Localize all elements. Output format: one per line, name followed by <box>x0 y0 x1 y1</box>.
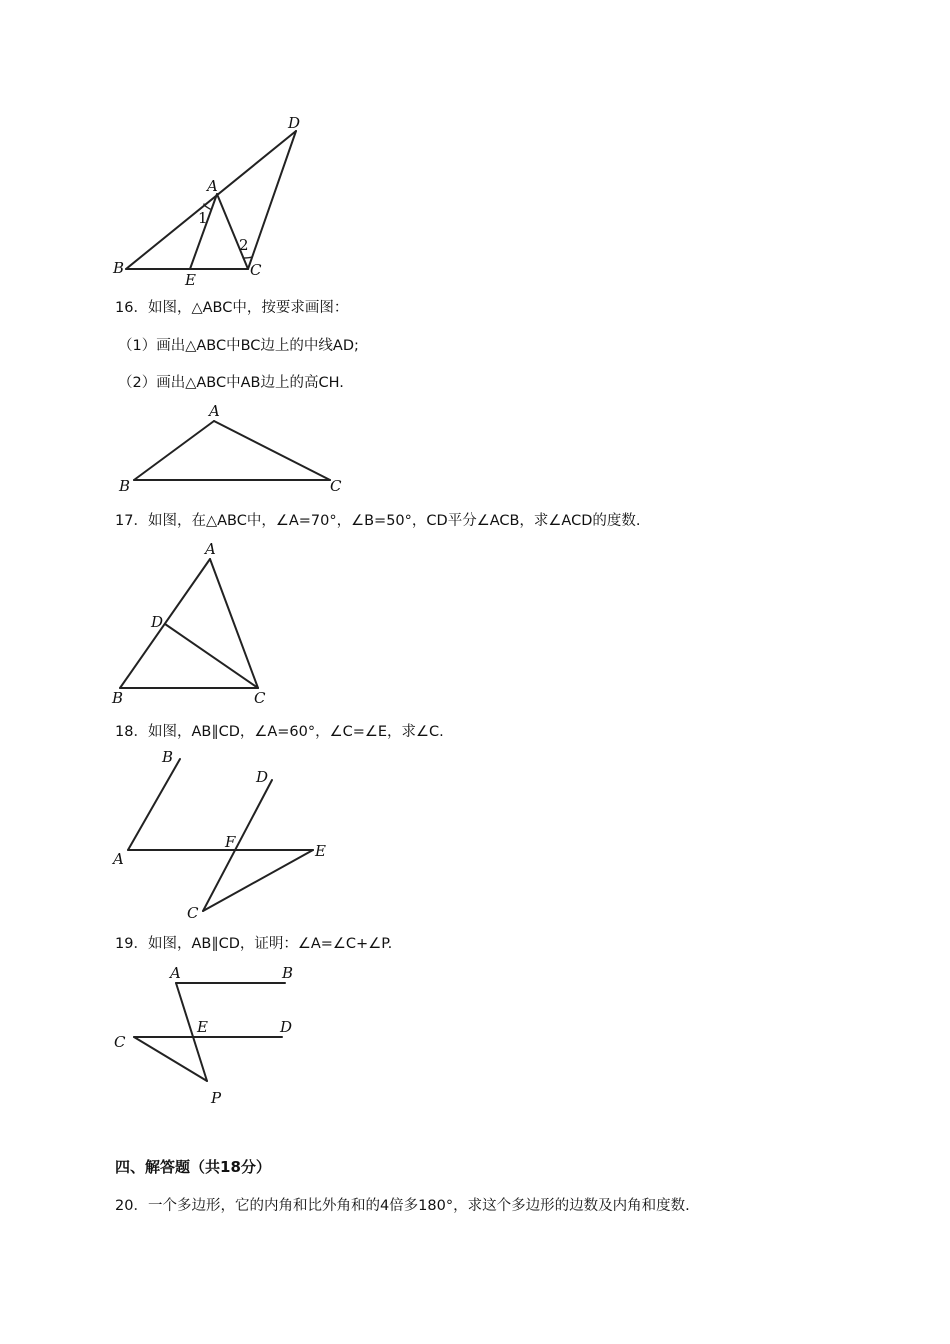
label-angle-2: 2 <box>239 236 249 254</box>
label-e: E <box>315 842 326 860</box>
label-a: A <box>207 177 218 195</box>
question-16-part-2: （2）画出△ABC中AB边上的高CH. <box>118 375 344 391</box>
question-17-text: 17．如图，在△ABC中，∠A=70°，∠B=50°，CD平分∠ACB，求∠ACD的度数. <box>115 513 641 529</box>
question-19-text: 19．如图，AB∥CD，证明：∠A=∠C+∠P. <box>115 936 393 952</box>
label-b: B <box>113 259 125 277</box>
label-f: F <box>225 833 236 851</box>
label-c: C <box>187 904 199 922</box>
figure-q16-triangle <box>112 398 352 498</box>
label-c: C <box>114 1033 126 1051</box>
label-angle-1: 1 <box>198 209 208 227</box>
label-e: E <box>185 271 196 289</box>
question-20-text: 20．一个多边形，它的内角和比外角和的4倍多180°，求这个多边形的边数及内角和度数. <box>115 1198 690 1214</box>
label-b: B <box>282 964 294 982</box>
segment-ac <box>210 559 258 688</box>
label-c: C <box>250 261 262 279</box>
label-d: D <box>280 1018 293 1036</box>
question-18-text: 18．如图，AB∥CD，∠A=60°，∠C=∠E，求∠C. <box>115 724 444 740</box>
segment-bd <box>126 131 296 269</box>
figure-q19-parallel-lines <box>108 960 318 1110</box>
label-a: A <box>113 850 124 868</box>
label-a: A <box>209 402 220 420</box>
section-4-heading: 四、解答题（共18分） <box>115 1158 271 1176</box>
label-b: B <box>112 689 124 707</box>
segment-ac <box>214 421 330 480</box>
figure-q17-triangle <box>108 537 278 709</box>
label-a: A <box>205 540 216 558</box>
label-d: D <box>256 768 269 786</box>
label-d: D <box>288 114 301 132</box>
label-c: C <box>254 689 266 707</box>
label-b: B <box>162 748 174 766</box>
question-16-part-1: （1）画出△ABC中BC边上的中线AD; <box>118 338 359 354</box>
segment-cd <box>165 624 258 688</box>
question-16-text: 16．如图，△ABC中，按要求画图： <box>115 300 349 316</box>
label-d: D <box>151 613 164 631</box>
angle-2-arc <box>243 257 252 258</box>
label-b: B <box>119 477 131 495</box>
figure-q15-triangle <box>110 112 310 290</box>
label-a: A <box>170 964 181 982</box>
segment-ab <box>134 421 214 480</box>
label-e: E <box>197 1018 208 1036</box>
label-c: C <box>330 477 342 495</box>
label-p: P <box>211 1089 222 1107</box>
segment-ab <box>128 759 180 850</box>
figure-q18-parallel-lines <box>108 747 338 925</box>
